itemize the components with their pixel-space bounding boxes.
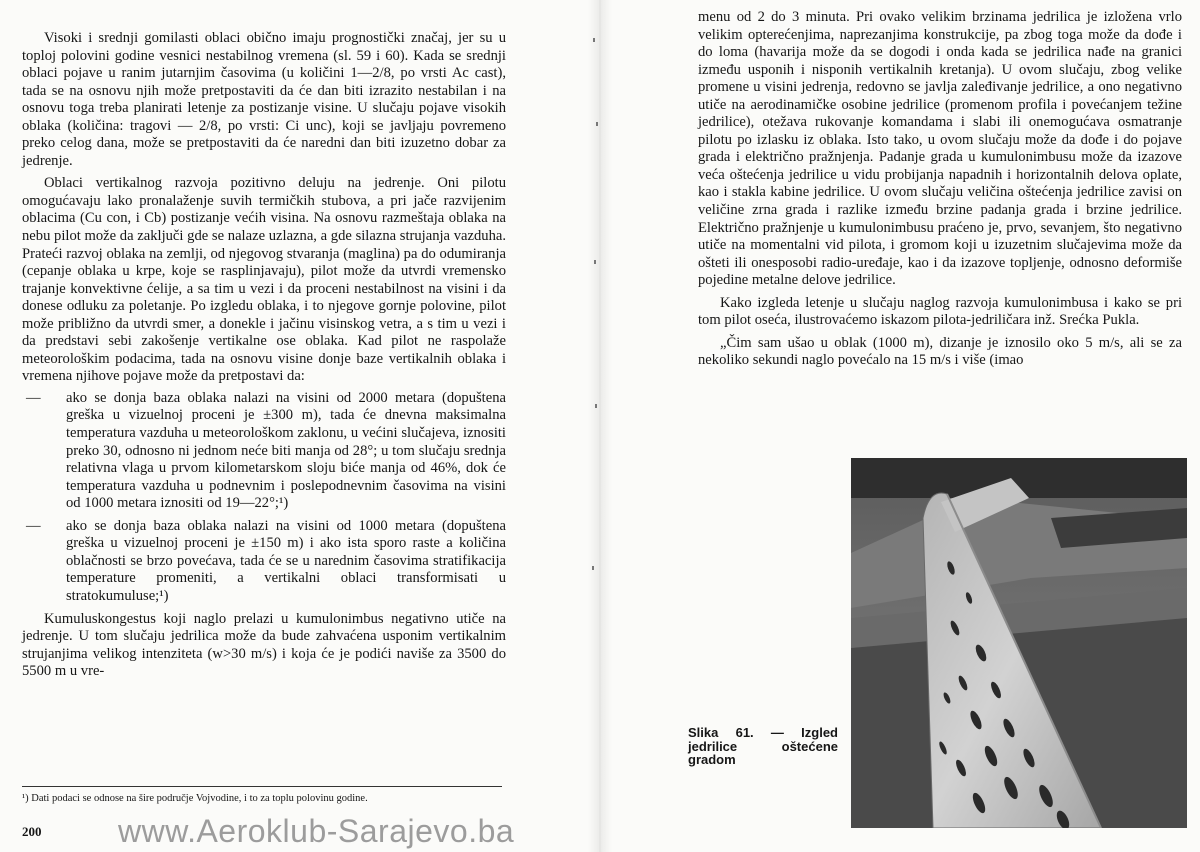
list-item-text: ako se donja baza oblaka nalazi na visini od 2000 metara (dopuštena greška u vizuelnoj proceni je ±300 m), tada će dnevna maksimalna temperatura vazduha u meteorološkom zaklonu, u većini slučajeva, iznositi preko 30, odnosno ni jednom neće biti manja od 28°; u tom slučaju srednja relativna vlaga u prvom kilometarskom sloju biće manja od 46%, dok će temperatura vazduha u podnevnim i poslepodnevnim časovima na visini od 1000 metara iznositi od 19—22°;¹) — [66, 389, 506, 512]
figure-caption — [688, 726, 838, 767]
paragraph: Kako izgleda letenje u slučaju naglog razvoja kumulonimbusa i kako se pri tom pilot oseća, ilustrovaćemo iskazom pilota-jedriličara inž. Srećka Pukla. — [698, 294, 1182, 329]
footnote-rule — [22, 786, 502, 787]
scan-speck — [595, 404, 597, 408]
list-item — [22, 390, 506, 513]
right-page-text — [698, 9, 1182, 370]
scan-speck — [592, 566, 594, 570]
footnote: ¹) Dati podaci se odnose na šire područje Vojvodine, i to za toplu polovinu godine. — [22, 793, 368, 804]
figure-label: Slika 61. — [688, 725, 754, 740]
watermark: www.Aeroklub-Sarajevo.ba — [118, 813, 515, 849]
figure-caption-text: — Izgled jedrilice oštećene gradom — [688, 725, 838, 767]
left-page-text — [22, 30, 506, 681]
condition-list — [22, 390, 506, 606]
list-item — [22, 518, 506, 606]
paragraph: menu od 2 do 3 minuta. Pri ovako velikim brzinama jedrilica je izložena vrlo velikim opterećenjima, naprezanjima konstrukcije, pa zbog toga može da dođe i do loma (havarija može da se dogodi i onda kada se jedrilica nađe na granici između usponih i nisponih vertikalnih kretanja). U ovom slučaju, zbog velike promene u visini jedrenja, redovno se javlja zaleđivanje jedrilice, a ono negativno utiče na aerodinamičke osobine jedrilice (promenom profila i povećanjem težine jedrilice), otežava rukovanje komandama i slabi ili onemogućava osmatranje pilotu po izlasku iz oblaka. Isto tako, u ovom slučaju može da dođe i do pojave grada i električno pražnjenja. Padanje grada u kumulonimbusu može da izazove veća oštećenja jedrilice u vidu probijanja napadnih i horizontalnih delova oplate, kao i stakla kabine jedrilice. U ovom slučaju veličina oštećenja jedrilice zavisi on veličine zrna grada i razlike između brzine padanja grada i brzine jedrilice. Električno pražnjenje u kumulonimbusu praćeno je, prvo, sevanjem, što negativno utiče na momentalni vid pilota, i gromom koji u izuzetnim slučajevima može da ošteti ili onesposobi radio-uređaje, kao i da izazove topljenje, odnosno deformiše pojedine metalne delove jedrilice. — [698, 9, 1182, 289]
book-gutter-shadow — [588, 0, 612, 852]
paragraph: Kumuluskongestus koji naglo prelazi u kumulonimbus negativno utiče na jedrenje. U tom slučaju jedrilica može da bude zahvaćena usponim vertikalnim strujanjima velikog intenziteta (w>30 m/s) i koja će je podići naviše za 3500 do 5500 m u vre- — [22, 610, 506, 680]
scan-speck — [593, 38, 595, 42]
paragraph: Visoki i srednji gomilasti oblaci obično imaju prognostički značaj, jer su u toploj polovini godine vesnici nestabilnog vremena (sl. 59 i 60). Kada se srednji oblaci pojave u ranim jutarnjim časovima (u količini 1—2/8, po vrsti Ac cast), tada se na osnovu njih može pretpostaviti da će dan biti izrazito nestabilan i na osnovu toga treba planirati letenje za postizanje visine. U slučaju pojave visokih oblaka (količina: tragovi — 2/8, po vrsti: Ci unc), koji se javljaju povremeno preko celog dana, može se pretpostaviti da će naredni dan biti izuzetno dobar za jedrenje. — [22, 30, 506, 169]
scan-speck — [596, 122, 598, 126]
page-number: 200 — [22, 824, 42, 839]
list-dash: — — [26, 389, 41, 406]
paragraph: „Čim sam ušao u oblak (1000 m), dizanje je iznosilo oko 5 m/s, ali se za nekoliko sekundi naglo povećalo na 15 m/s i više (imao — [698, 334, 1182, 369]
paragraph: Oblaci vertikalnog razvoja pozitivno deluju na jedrenje. Oni pilotu omogućavaju lako pronalaženje suvih termičkih stubova, a pri jače razvijenim oblacima (Cu con, i Cb) postizanje većih visina. Na osnovu razmeštaja oblaka na nebu pilot može da zaključi gde se nalaze uzlazna, a gde silazna strujanja vazduha. Prateći razvoj oblaka na zemlji, od njegovog stvaranja (maglina) pa do odumiranja (cepanje oblaka u krpe, koje se rasplinjavaju), pilot može da utvrdi vremensko trajanje konvektivne ćelije, a sa tim u vezi i da proceni nestabilnost na visini i da donese odluku za poletanje. Po izgledu oblaka, i to njegove gornje polovine, pilot može približno da utvrdi smer, a donekle i jačinu visinskog vetra, a s tim u vezi i da predstavi sebi zakošenje vertikalne ose oblaka. Kad pilot ne raspolaže meteorološkim podacima, tada na osnovu visine donje baze vertikalnih oblaka i vremena njihove pojave može da pretpostavi da: — [22, 175, 506, 385]
scan-speck — [594, 260, 596, 264]
list-dash: — — [26, 517, 41, 534]
damaged-glider-wing-photo — [851, 458, 1187, 828]
list-item-text: ako se donja baza oblaka nalazi na visini od 1000 metara (dopuštena greška u vizuelnoj proceni je ±150 m) i ako ista sporo raste a količina oblačnosti se brzo povećava, tada će se u narednim časovima stratifikacija temperature promeniti, a vertikalni oblaci transformisati u stratokumuluse;¹) — [66, 517, 506, 604]
